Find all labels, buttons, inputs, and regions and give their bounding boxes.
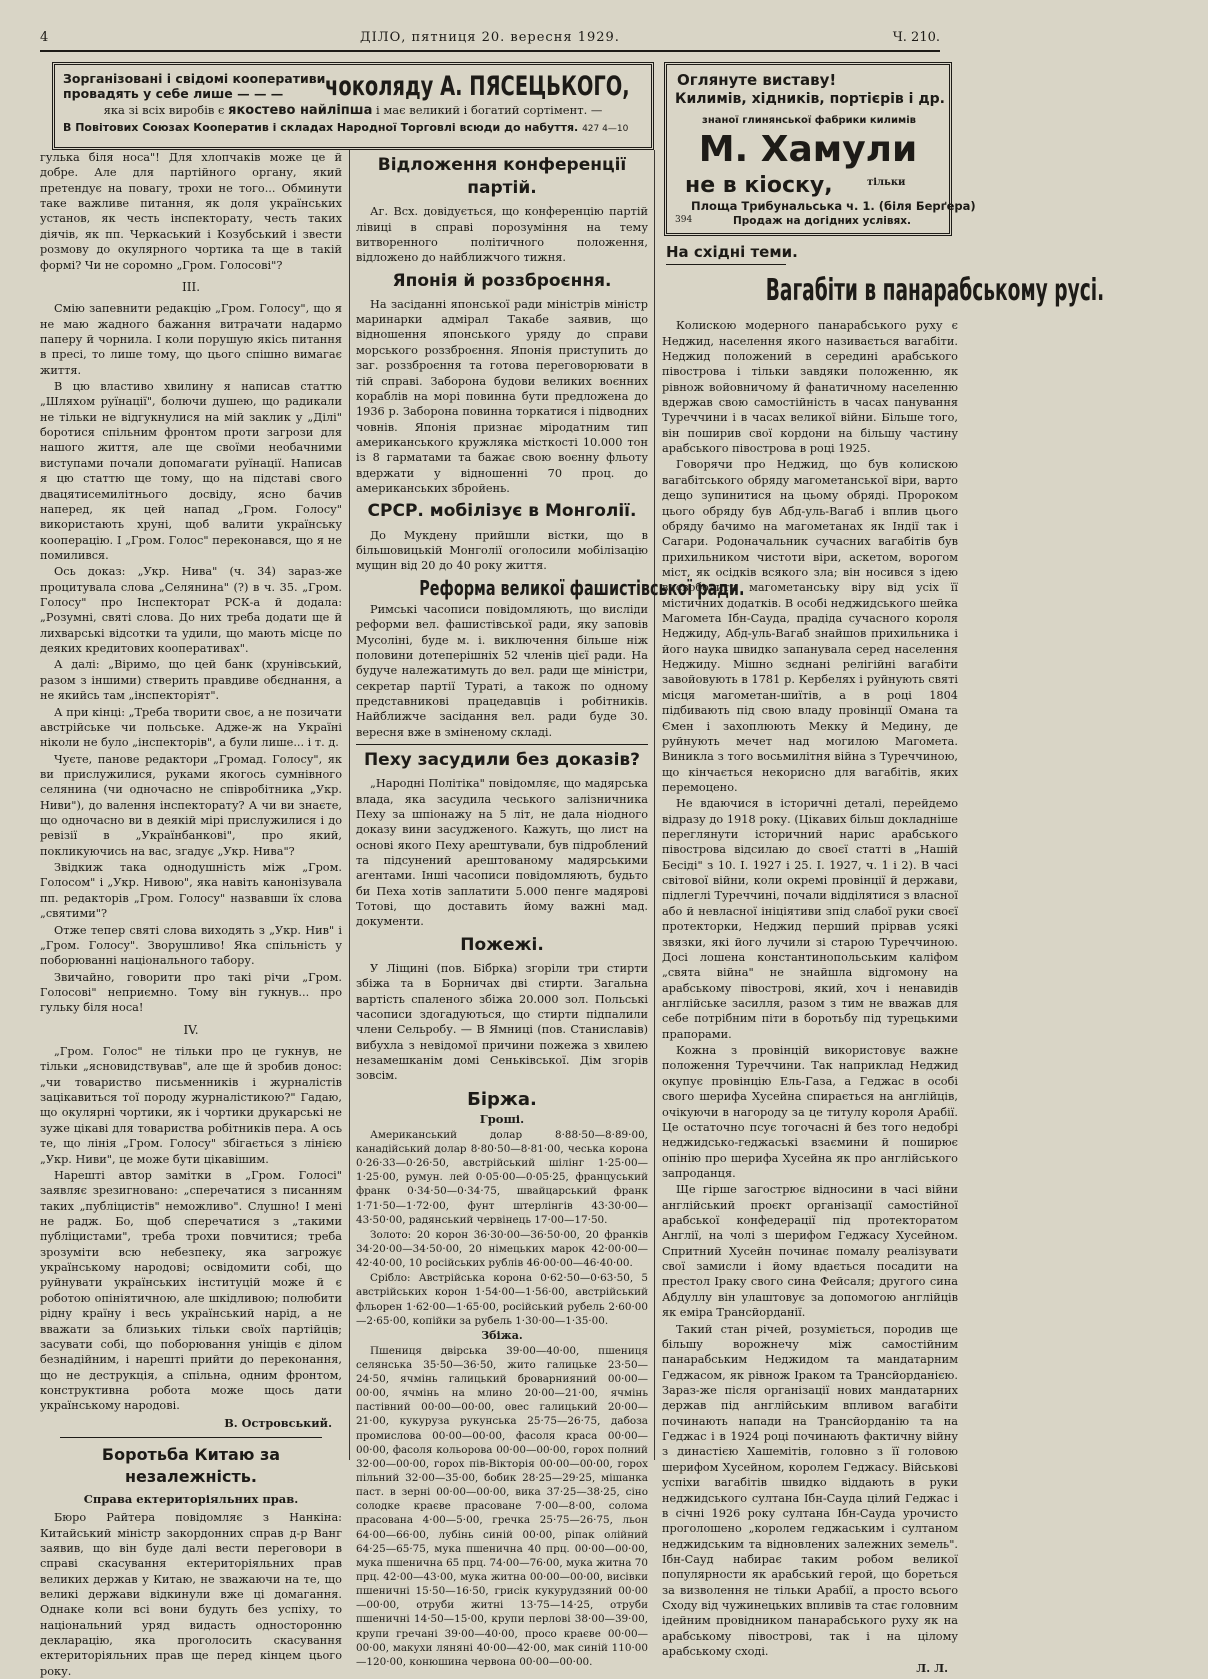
- paragraph: Такий стан річей, розуміється, породив ще більшу ворожнечу між самостійним панарабським Неджидом та мандатарним Геджасом, як рівнож Іраком та Трансйорданією. Зараз-же після організації нових мандатарних держав під англійським впливом вагабіти починають напади на Трансйорданію та на Геджас і в 1924 році починають фактичну війну з династією Хашемітів, головно з її головою шерифом Хусейном, королем Геджасу. Військові успіхи вагабітів швидко віддають в руки неджидського султана Ібн-Сауда цілий Геджас і в січні 1926 року султана Ібн-Сауда урочисто проголошено „королем геджаським і султаном неджидським та відновлених залежних земель". Ібн-Сауд набирає таким робом великої популярности як арабський герой, що бореться за визволення не тільки Арабії, а просто всього Сходу від чужинецьких впливів та стає головним ідейним провідником панарабського руху як на арабському півострові, так і на цілому арабському сході.: [662, 1322, 958, 1659]
- headline-exchange: Біржа.: [467, 1088, 537, 1110]
- page-number: 4: [40, 30, 49, 45]
- section-number: III.: [181, 279, 201, 294]
- ad-r-code: 394: [675, 215, 693, 225]
- ad-r-only: тільки: [867, 177, 906, 188]
- rates-grain: Пшениця двірська 39·00—40·00, пшениця селянська 35·50—36·50, жито галицьке 23·50—24·50, ячмінь галицький броварнияний 00·00—00·00, ячмінь на млино 20·00—21·00, ячмінь пастівний 00·00—00·00, овес галицький 20·00—21·00, кукуруза рукунська 25·75—26·75, дабоза промислова 00·00—00·00, фасоля краса 00·00—00·00, фасоля кольорова 00·00—00·00, горох полний 32·00—00·00, горох пів-Вікторія 00·00—00·00, горох пільний 32·00—35·00, бобик 28·25—29·25, мішанка паст. в зерні 00·00—00·00, вика 37·25—38·25, сіно солодке краєве прасоване 7·00—8·00, солома прасована 4·00—5·00, гречка 25·75—26·75, льон 64·00—66·00, лубінь синій 00·00, ріпак олійний 64·25—65·75, мука пшенична 40 прц. 00·00—00·00, мука пшенична 65 прц. 74·00—76·00, мука житна 70 прц. 42·00—43·00, мука житна 00·00—00·00, висівки пшеничні 15·50—16·50, грисік кукурудзяний 00·00—00·00, отруби житні 13·75—14·25, отруби пшеничні 14·50—15·00, крупи перлові 38·00—39·00, крупи гречані 39·00—40·00, просо краєве 00·00—00·00, макухи ляняні 40·00—42·00, мак синій 110·00—120·00, конюшина червона 00·00—00·00.: [356, 1344, 649, 1668]
- column-divider-1: [349, 150, 350, 1460]
- headline-wahhabis: Вагабіти в панарабському русі.: [765, 273, 1105, 309]
- ad-line-4: В Повітових Союзах Кооператив і складах Народної Торговлі всюди до набуття.: [63, 121, 579, 134]
- column-1: [40, 150, 342, 1678]
- paragraph: Ось доказ: „Укр. Нива" (ч. 34) зараз-же процитувала слова „Селянина" (?) в ч. 35. „Гром. Голосу" про Інспекторат РСК-а й додала: „Розумні, святі слова. До них треба додати ще й лихварські відсотки та удили, що мають місце по деяких кредитових кооперативах".: [40, 565, 342, 656]
- section-number: IV.: [183, 1022, 199, 1037]
- rates-silver: Срібло: Австрійська корона 0·62·50—0·63·50, 5 австрійських корон 1·54·00—1·56·00, австрійський фльорен 1·62·00—1·65·00, російський рубель 2·60·00—2·65·00, копійки за рубель 1·30·00—1·35·00.: [356, 1272, 648, 1327]
- header-rule: [40, 50, 940, 52]
- paragraph: Смію запевнити редакцію „Гром. Голосу", що я не маю жадного бажання витрачати надармо паперу й чорнила. І коли порушую якісь питання в пресі, то лише тому, що цього спішно вимагає життя.: [40, 302, 342, 377]
- column-3: [662, 238, 1105, 1676]
- paragraph: Звичайно, говорити про такі річи „Гром. Голосові" неприємно. Тому він гукнув... про гульку біля носа!: [40, 970, 342, 1015]
- ad-line-2: провадять у себе лише — — —: [63, 86, 284, 101]
- ad-code: 427 4—10: [582, 124, 629, 134]
- headline-japan: Японія й роззброєння.: [392, 270, 612, 291]
- rates-gold: Золото: 20 корон 36·30·00—36·50·00, 20 франків 34·20·00—34·50·00, 20 німецьких марок 42·00·00—42·40·00, 10 російських рублів 46·00·00—46·40·00.: [356, 1228, 648, 1270]
- ad-chocolate: [52, 62, 654, 150]
- paragraph: Ще гірше загострює відносини в часі війни англійський проєкт організації самостійної арабської конфедерації під протекторатом Англії, на чолі з шерифом Геджасу Хусейном. Спритний Хусейн починає помалу реалізувати свої замисли і йому вдається посадити на престол Іраку свого сина Фейсаля; другого сина Абдуллу він улаштовує за допомогою англійців як еміра Трансйорданії.: [662, 1183, 958, 1320]
- ad-r-terms: Продаж на догідних услівях.: [733, 215, 911, 227]
- headline-conference: Відложення конференції партій.: [377, 155, 627, 199]
- headline-fascist-reform: Реформа великої фашистівської ради.: [419, 575, 745, 600]
- paragraph: Колискою модерного панарабського руху є Неджид, населення якого називається вагабіти. Неджид положений в середині арабського півострова і тільки завдяки положенню, як рівнож войовничому й фанатичному населенню вдержав свою самостійність в часах панування Туреччини і в часах великої війни. Більше того, він поширив свої кордони на більшу частину арабського півострова в році 1925.: [662, 319, 958, 456]
- kicker-east: На східні теми.: [666, 243, 798, 261]
- subhead-money: Гроші.: [479, 1112, 525, 1127]
- separator: [356, 744, 648, 745]
- paragraph: В цю властиво хвилину я написав статтю „Шляхом руїнації", болючи душею, що радикали не тільки не відгукнулися на мій заклик у „Ділі" боротися спільним фронтом проти загрози для нашого життя, але ще своїми необачними виступами почали допомагати руїнації. Написав я цю статтю ще тому, що на підставі свого двацятисемилітнього досвіду, ясно бачив наперед, як цей напад „Гром. Голосу" використають хруні, щоб валити українську кооперацію. І „Гром. Голос" переконався, що я не помилився.: [40, 379, 342, 562]
- headline-china: Боротьба Китаю за незалежність.: [101, 1445, 281, 1486]
- ad-r-line-3: знаної глинянської фабрики килимів: [702, 115, 916, 126]
- ad-carpets: [664, 62, 976, 236]
- paragraph: Звідкиж така однодушність між „Гром. Голосом" і „Укр. Нивою", яка навіть канонізувала пп. редакторів „Гром. Голосу" назвавши їх слова „святими"?: [40, 861, 342, 921]
- paragraph: „Гром. Голос" не тільки про це гукнув, не тільки „ясновидствував", але ще й зробив донос: „чи товариство письменників і журналістів зацікавиться тої породу журналістикою?" Гадаю, що окулярні чортики, як і чортики друкарські не зуже цікаві для товариства робітників пера. А ось те, що лінія „Гром. Голосу" збігається з лінією „Укр. Ниви", це може бути цікавішим.: [40, 1045, 342, 1166]
- paragraph: „Народні Політіка" повідомляє, що мадярська влада, яка засудила чеського залізничника Пеху за шпіонажу на 5 літ, не дала ніодного доказу вини засудженого. Кажуть, що лист на основі якого Пеху арештували, був підроблений та підсунений арештованому мадярськими агентами. Інші часописи повідомляють, будьто би Пеха хотів заплатити 5.000 пенге мадярові Тотові, що доставить йому важні мад. документи.: [356, 777, 648, 929]
- headline-fires: Пожежі.: [460, 934, 544, 955]
- paragraph: Нарешті автор замітки в „Гром. Голосі" заявляє зрезигновано: „сперечатися з писанням таких „публіцистів" неможливо". Слушно! І мені не радж. Бо, щоб сперечатися з „такими публіцистами", треба трохи повчитися; треба зрозуміти всю небезпеку, яка загрожує українському народові; освідомити собі, що руйнувати українських інституцій може й є роботою опініятичною, але шкідливою; полюбити рідну країну і весь український нарід, а не вважати за близьких тільки своїх партійців; засувати собі, що поборювання уніщів є ділом безнадійним, і нарешті прийти до переконання, що не деструкція, а спільна, одним фронтом, конструктивна робота може щось дати українському народові.: [40, 1168, 342, 1413]
- ad-r-line-1: Оглянуте виставу!: [677, 71, 837, 89]
- paragraph: Бюро Райтера повідомляє з Нанкіна: Китайський міністр закордонних справ д-р Ванг заявив, що він буде далі вести переговори в справі скасування ектериторіяльних прав великих держав у Китаю, не зважаючи на те, що великі держави відкинули вже ці домагання. Однаке коли всі вони будуть без успіху, то національний уряд видасть односторонню декларацію, яка проголосить скасування ектериторіяльних прав ще перед кінцем цього року.: [40, 1511, 342, 1678]
- paragraph: А далі: „Віримо, що цей банк (хрунівський, разом з іншими) стверить правдиве обєднання, а не якийсь там „інспекторіят".: [40, 658, 342, 703]
- paragraph: До Мукдену прийшли вістки, що в більшовицькій Монголії оголосили мобілізацію мущин від 20 до 40 року життя.: [356, 528, 648, 573]
- column-divider-2: [654, 150, 655, 1460]
- ad-line-1: Зорганізовані і свідомі кооперативи: [63, 71, 326, 86]
- subhead-grain: Збіжа.: [481, 1328, 523, 1342]
- separator: [60, 1437, 322, 1438]
- paragraph: У Ліщині (пов. Бібрка) згоріли три стирти збіжа та в Борничах дві стирти. Загальна вартість спаленого збіжа 20.000 зол. Польські часописи здогадуються, що стирти підпалили члени Сельробу. — В Ямниці (пов. Станиславів) вибухла з невідомої причини пожежа з хвилею незамешканім домі Сеньківської. Дім згорів зовсім.: [356, 961, 648, 1083]
- paragraph: Отже тепер святі слова виходять з „Укр. Нив" і „Гром. Голосу". Зворушливо! Яка спільність у поборюванні національного табору.: [40, 923, 342, 968]
- rates-money: Американський долар 8·88·50—8·89·00, канадійський долар 8·80·50—8·81·00, чеська корона 0·26·33—0·26·50, австрійський шілінг 1·25·00—1·25·00, румун. лей 0·05·00—0·05·25, француський франк 0·34·50—0·34·75, швайцарський франк 1·71·50—1·72·00, фунт штерлінгів 43·30·00—43·50·00, радянський червінець 17·00—17·50.: [356, 1128, 648, 1226]
- paragraph: Аг. Всх. довідується, що конференцію партій лівиці в справі порозуміння на тему витворенного політичного положення, відложено до найближчого тижня.: [356, 205, 648, 265]
- ad-r-line-2: Килимів, хідників, портієрів і др.: [675, 91, 945, 107]
- ad-r-kiosk: не в кіоску,: [685, 173, 833, 198]
- ad-brand: чоколяду А. ПЯСЕЦЬКОГО,: [325, 71, 630, 102]
- kicker-underline: [666, 264, 786, 265]
- ad-r-address: Площа Трибунальська ч. 1. (біля Берґера): [691, 199, 976, 213]
- masthead-date: ДІЛО, пятниця 20. вересня 1929.: [360, 30, 620, 45]
- paragraph: Говорячи про Неджид, що був колискою вагабітського обряду магометанської віри, варто дещо зупинитися на цьому обряді. Пророком цього обряду був Абд-уль-Вагаб і вплив цього обряду бачимо на магометанах як Індії так і Сагари. Родоначальник сучасних вагабітів був прихильником чистоти віри, аскетом, ворогом міст, як осідків всякого зла; він носився з ідею висвободити магометанську віру від усіх її містичних додатків. В особі неджидського шейка Магомета Ібн-Сауда, прадіда сучасного короля Неджиду, Абд-уль-Вагаб знайшов прихильника і його наука швидко запанувала серед населення Неджиду. Мішно зєднані релігійні вагабіти завойовують в 1781 р. Кербелях і руйнують святі місця магометан-шиїтів, а в році 1804 підбивають під свою владу провінції Омана та Ємен і захоплюють Мекку й Медину, де руйнують мечет над могилою Магомета. Виникла з того восьмилітня війна з Туреччиною, що кінчається некорисно для вагабітів, яких перемоцено.: [662, 458, 958, 794]
- ad-line-3-end: і має великий і богатий сортімент. —: [376, 103, 603, 117]
- ad-r-name: М. Хамули: [698, 129, 918, 170]
- paragraph: А при кінці: „Треба творити своє, а не позичати австрійське чи польське. Адже-ж на Україні ніколи не було „інспекторів", а були лише... і т. д.: [40, 705, 342, 750]
- paragraph: гулька біля носа"! Для хлопчаків може це й добре. Але для партійного органу, який претендує на повагу, трохи не того... Обминути таке важливе питання, як доля українських установ, як честь інспекторату, честь таких діячів, як пп. Черкаський і Козубський і звести розмову до окулярного чортика та ще в такій формі? Чи не соромно „Гром. Голосові"?: [40, 151, 342, 272]
- ad-line-3: яка зі всіх виробів є: [103, 103, 225, 117]
- paragraph: Чуєте, панове редактори „Громад. Голосу", як ви прислужилися, руками якогось сумнівного селянина (чи одночасно не співробітника „Укр. Ниви"), до валення інспекторату? А чи ви знаєте, що одночасно ви в деякій мірі прислужилися і до ревізії в „Українбанкові", про який, покликуючись на вас, згадує „Укр. Нива"?: [40, 752, 342, 858]
- headline-pekhu: Пеху засудили без доказів?: [363, 750, 641, 771]
- paragraph: На засіданні японської ради міністрів міністр маринарки адмірал Такабе заявив, що відношення японського уряду до справи морського роззброєння. Японія приступить до заг. роззброєння та готова переговорювати в тій справі. Заборона будови великих воєнних кораблів на морі повинна бути предложена до 1936 р. Заборона повинна торкатися і підводних човнів. Японія признає міродатним тип американського кружляка місткості 10.000 тон із 8 гарматами та бажає свою воєнну фльоту вдержати у відношенні 70 проц. до американських збройень.: [356, 297, 648, 496]
- ad-quality: якостево найліпша: [228, 103, 373, 118]
- subheadline-china: Справа ектериторіяльних прав.: [83, 1491, 299, 1506]
- headline-ussr: СРСР. мобілізує в Монголії.: [367, 501, 637, 522]
- issue-number: Ч. 210.: [892, 30, 940, 45]
- author-signature: В. Островський.: [224, 1415, 332, 1430]
- paragraph: Кожна з провінцій використовує важне положення Туреччини. Так наприклад Неджид окупує провінцію Ель-Газа, а Геджас в особі свого шерифа Хусейна спирається на англійців, очікуючи в нагороду за це титулу короля Арабії. Це остаточно псує тогочасні й без того недобрі неджидсько-геджаські взаємини й поширює опінію про шерифа Хусейна як про англійського запроданця.: [662, 1044, 958, 1180]
- paragraph: Не вдаючися в історичні деталі, перейдемо відразу до 1918 року. (Цікавих більш докладніше переглянути історичний нарис арабського півострова відсилаю до своєї статті в „Нашій Бесіді" з 10. І. 1927 і 25. І. 1927, ч. 1 і 2). В часі світової війни, коли окремі провінції й держави, підлеглі Туреччині, почали відділятися з власної або й невласної ініціятиви зпід слабої руки своєї протекторки, Неджид перший прірвав усякі звязки, які його лучили зі старою Туреччиною. Досі лошена константинопольським каліфом „свята війна" не знайшла відгомону на арабському півострові, який, хоч і ненавидів англійське засилля, разом з тим не вважав для себе потрібним піти в боротьбу під турецькими прапорами.: [662, 797, 958, 1041]
- author-signature: Л. Л.: [916, 1661, 948, 1676]
- page-header: [40, 30, 940, 48]
- paragraph: Римські часописи повідомляють, що висліди реформи вел. фашистівської ради, яку заповів Мусоліні, буде м. і. виключення більше ніж половини дотеперішніх 52 членів цієї ради. На будуче належатимуть до вел. ради ще міністри, секретар партії Тураті, а також по одному представникові працедавців і робітників. Найближче засідання вел. ради буде 30. вересня вже в зміненому складі.: [356, 602, 648, 739]
